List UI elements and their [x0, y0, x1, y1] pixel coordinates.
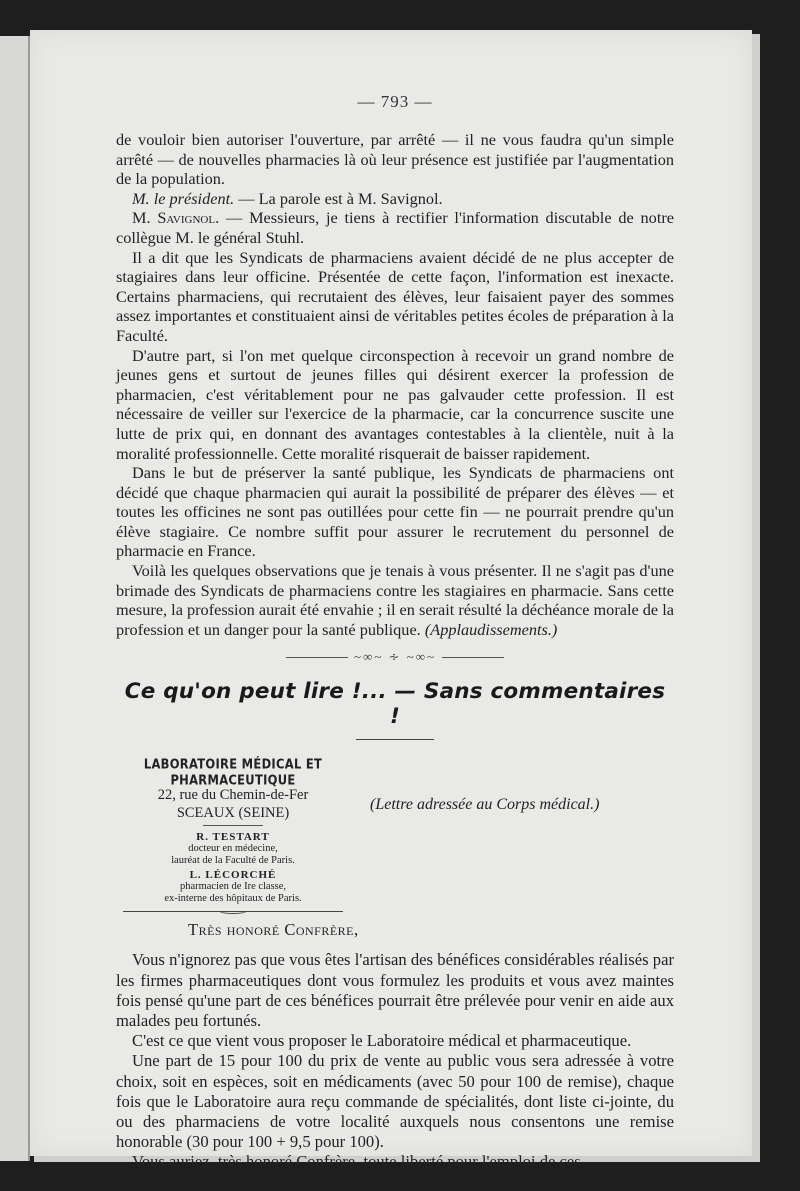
speech-paragraph: Il a dit que les Syndicats de pharmaciens avaient décidé de ne plus accepter de stagiaires dans leur officine. Présentée de cette façon, l'information est inexacte. Certains pharmaciens, qui recrutaient des élèves, leur faisaient payer des sommes assez importantes et constituaient ainsi de véritables petites écoles de préparation à la Faculté.: [116, 247, 674, 345]
letterhead-rule: [203, 825, 263, 826]
speech-text: — Messieurs, je tiens à rectifier l'information discutable de notre collègue M. le général Stuhl.: [116, 208, 674, 247]
headline-rule: [356, 739, 434, 740]
letter-body: [116, 950, 674, 1172]
page-content: [116, 92, 674, 1173]
divider-ornament-icon: ~∞~ ∻ ~∞~: [353, 649, 437, 665]
speaker-president: M. le président.: [132, 188, 235, 208]
speech-paragraph: de vouloir bien autoriser l'ouverture, par arrêté — il ne vous faudra qu'un simple arrêté — de nouvelles pharmacies là où leur présence est justifiée par l'augmentation de la population.: [116, 130, 674, 189]
speaker-savignol: M. Savignol.: [132, 208, 220, 228]
divider-line: [442, 657, 504, 658]
person-title: ex-interne des hôpitaux de Paris.: [164, 893, 302, 905]
letterhead-block: [120, 756, 346, 912]
letter-addressee: (Lettre adressée au Corps médical.): [370, 796, 600, 814]
person-name: L. LÉCORCHÉ: [189, 869, 277, 882]
person-title: pharmacien de Ire classe,: [179, 881, 287, 893]
applause-note: (Applaudissements.): [424, 619, 558, 639]
speech-text: — La parole est à M. Savignol.: [234, 188, 443, 208]
letter-paragraph: C'est ce que vient vous proposer le Laboratoire médical et pharmaceutique.: [132, 1031, 632, 1051]
page-number: — 793 —: [357, 92, 433, 111]
company-city: SCEAUX (SEINE): [176, 805, 290, 822]
facing-page-edge: [0, 36, 30, 1161]
speech-paragraph: [116, 189, 674, 209]
speech-paragraph: Dans le but de préserver la santé publique, les Syndicats de pharmaciens ont décidé que chaque pharmacien qui aurait la possibilité de préparer des élèves — et toutes les officines ne sont pas outillées pour cette fin — ne pourrait prendre qu'un élève stagiaire. Ce nombre suffit pour assurer le recrutement du personnel de pharmacie en France.: [116, 463, 674, 561]
section-headline: Ce qu'on peut lire !... — Sans commentaires !: [124, 679, 666, 730]
document-page: [30, 30, 752, 1172]
person-name: R. TESTART: [196, 831, 270, 844]
company-street: 22, rue du Chemin-de-Fer: [157, 787, 309, 804]
speech-text: Voilà les quelques observations que je tenais à vous présenter. Il ne s'agit pas d'une brimade des Syndicats de pharmaciens contre les stagiaires en pharmacie. Sans cette mesure, la profession aurait été envahie ; il en serait résulté la déchéance morale de la profession et un danger pour la santé publique.: [116, 561, 674, 639]
letter-paragraph: Vous auriez, très honoré Confrère, toute liberté pour l'emploi de ces: [132, 1152, 581, 1172]
speech-paragraph: D'autre part, si l'on met quelque circonspection à recevoir un grand nombre de jeunes gens et surtout de jeunes filles qui désirent exercer la profession de pharmacien, c'est véritablement pour ne pas galvauder cette profession. Il est nécessaire de veiller sur l'exercice de la pharmacie, car la concurrence suscite une lutte de prix qui, en donnant des avantages contestables à la clientèle, nuit à la moralité professionnelle. Cette moralité risquerait de baisser rapidement.: [116, 345, 674, 463]
letter-paragraph: Vous n'ignorez pas que vous êtes l'artisan des bénéfices considérables réalisés par les firmes pharmaceutiques dont vous formulez les produits et vous avez maintes fois pensé qu'une part de ces bénéfices pourrait être prélevée pour venir en aide aux malades peu fortunés.: [116, 950, 674, 1031]
company-name: LABORATOIRE MÉDICAL ET PHARMACEUTIQUE: [143, 756, 323, 789]
letterhead: [116, 756, 674, 906]
speech-paragraph: [116, 561, 674, 639]
letterhead-flourish: [123, 911, 343, 912]
person-title: lauréat de la Faculté de Paris.: [171, 855, 295, 867]
letter-salutation: Très honoré Confrère,: [188, 920, 359, 940]
speech-paragraph: [116, 208, 674, 247]
letter-paragraph: Une part de 15 pour 100 du prix de vente au public vous sera adressée à votre choix, soit en espèces, soit en médicaments (avec 50 pour 100 de remise), chaque fois que le Laboratoire aura reçu commande de spécialités, dont liste ci-jointe, du ou des pharmaciens de votre localité auxquels nous consentons une remise honorable (30 pour 100 + 9,5 pour 100).: [116, 1051, 674, 1152]
divider-line: [286, 657, 348, 658]
person-title: docteur en médecine,: [188, 843, 278, 855]
ornamental-divider: [116, 649, 674, 665]
